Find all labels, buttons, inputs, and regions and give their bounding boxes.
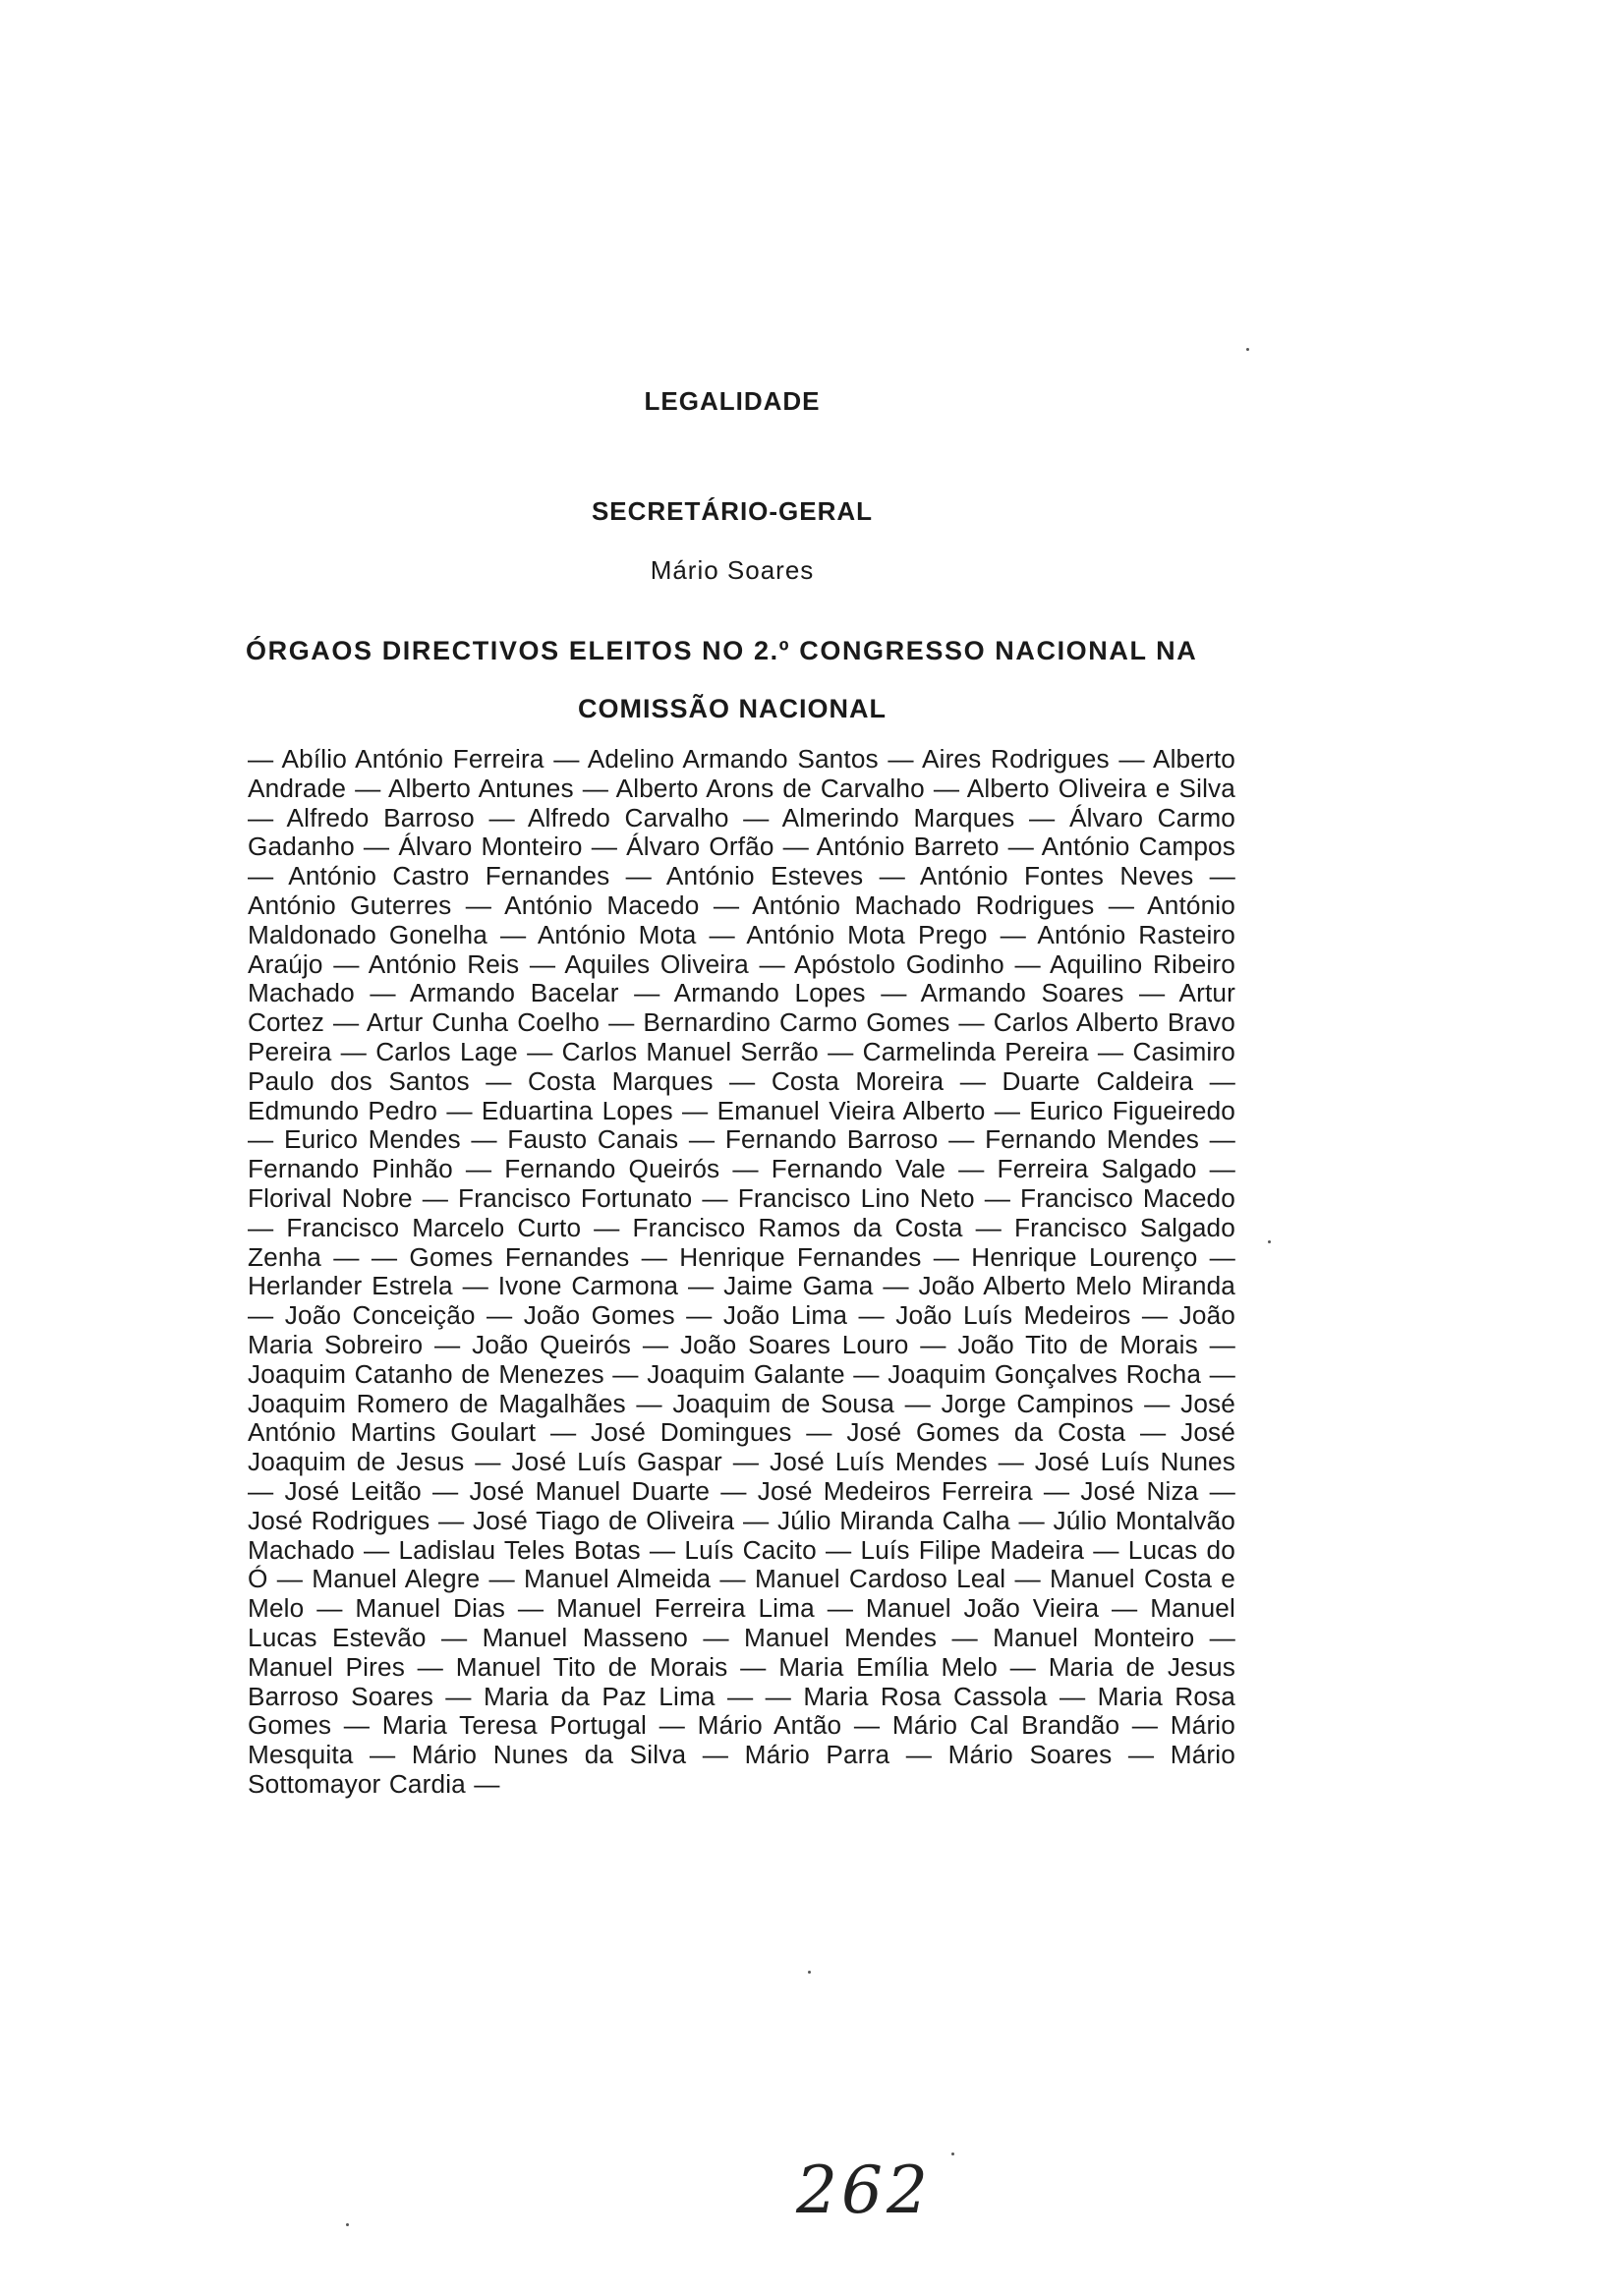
- secretary-general-name: Mário Soares: [650, 555, 815, 585]
- section-subtitle: COMISSÃO NACIONAL: [578, 694, 887, 723]
- scan-speck: [1246, 348, 1249, 351]
- scan-speck: [1268, 1240, 1271, 1243]
- scan-speck: [951, 2152, 954, 2155]
- scan-speck: [808, 1971, 811, 1974]
- members-list: — Abílio António Ferreira — Adelino Armando Santos — Aires Rodrigues — Alberto Andrade — Alberto Antunes — Alberto Arons de Carvalho — Alberto Oliveira e Silva — Alfredo Barroso — Alfredo Carvalho — Almerindo Marques — Álvaro Carmo Gadanho — Álvaro Monteiro — Álvaro Orfão — António Barreto — António Campos — António Castro Fernandes — António Esteves — António Fontes Neves — António Guterres — António Macedo — António Machado Rodrigues — António Maldonado Gonelha — António Mota — António Mota Prego — António Rasteiro Araújo — António Reis — Aquiles Oliveira — Apóstolo Godinho — Aquilino Ribeiro Machado — Armando Bacelar — Armando Lopes — Armando Soares — Artur Cortez — Artur Cunha Coelho — Bernardino Carmo Gomes — Carlos Alberto Bravo Pereira — Carlos Lage — Carlos Manuel Serrão — Carmelinda Pereira — Casimiro Paulo dos Santos — Costa Marques — Costa Moreira — Duarte Caldeira — Edmundo Pedro — Eduartina Lopes — Emanuel Vieira Alberto — Eurico Figueiredo — Eurico Mendes — Fausto Canais — Fernando Barroso — Fernando Mendes — Fernando Pinhão — Fernando Queirós — Fernando Vale — Ferreira Salgado — Florival Nobre — Francisco Fortunato — Francisco Lino Neto — Francisco Macedo — Francisco Marcelo Curto — Francisco Ramos da Costa — Francisco Salgado Zenha — — Gomes Fernandes — Henrique Fernandes — Henrique Lourenço — Herlander Estrela — Ivone Carmona — Jaime Gama — João Alberto Melo Miranda — João Conceição — João Gomes — João Lima — João Luís Medeiros — João Maria Sobreiro — João Queirós — João Soares Louro — João Tito de Morais — Joaquim Catanho de Menezes — Joaquim Galante — Joaquim Gonçalves Rocha — Joaquim Romero de Magalhães — Joaquim de Sousa — Jorge Campinos — José António Martins Goulart — José Domingues — José Gomes da Costa — José Joaquim de Jesus — José Luís Gaspar — José Luís Mendes — José Luís Nunes — José Leitão — José Manuel Duarte — José Medeiros Ferreira — José Niza — José Rodrigues — José Tiago de Oliveira — Júlio Miranda Calha — Júlio Montalvão Machado — Ladislau Teles Botas — Luís Cacito — Luís Filipe Madeira — Lucas do Ó — Manuel Alegre — Manuel Almeida — Manuel Cardoso Leal — Manuel Costa e Melo — Manuel Dias — Manuel Ferreira Lima — Manuel João Vieira — Manuel Lucas Estevão — Manuel Masseno — Manuel Mendes — Manuel Monteiro — Manuel Pires — Manuel Tito de Morais — Maria Emília Melo — Maria de Jesus Barroso Soares — Maria da Paz Lima — — Maria Rosa Cassola — Maria Rosa Gomes — Maria Teresa Portugal — Mário Antão — Mário Cal Brandão — Mário Mesquita — Mário Nunes da Silva — Mário Parra — Mário Soares — Mário Sottomayor Cardia —: [248, 744, 1235, 1799]
- secretary-general-heading: SECRETÁRIO-GERAL: [591, 496, 874, 526]
- scan-speck: [346, 2223, 349, 2226]
- handwritten-page-number: 262: [796, 2152, 932, 2228]
- section-title: ÓRGAOS DIRECTIVOS ELEITOS NO 2.º CONGRESSO NACIONAL NA: [246, 636, 1198, 665]
- document-title: LEGALIDADE: [644, 386, 821, 416]
